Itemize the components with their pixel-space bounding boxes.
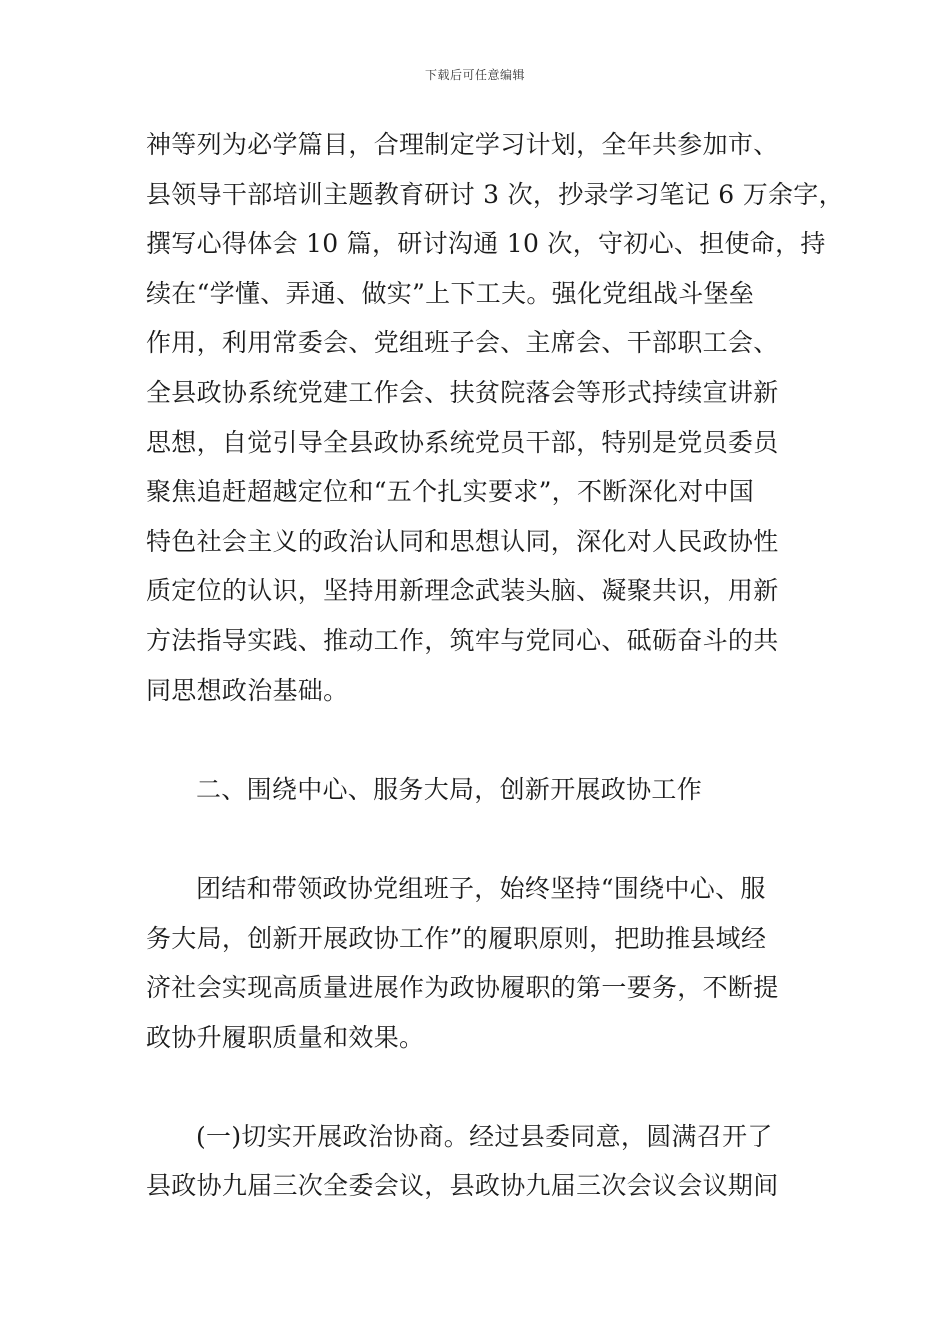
text-line: 特色社会主义的政治认同和思想认同，深化对人民政协性 xyxy=(146,526,779,556)
text-line: 县领导干部培训主题教育研讨 3 次，抄录学习笔记 6 万余字， xyxy=(146,179,844,209)
text-line: 作用，利用常委会、党组班子会、主席会、干部职工会、 xyxy=(146,328,779,358)
text-line: 全县政协系统党建工作会、扶贫院落会等形式持续宣讲新 xyxy=(146,377,779,407)
section-heading: 二、围绕中心、服务大局，创新开展政协工作 xyxy=(196,774,703,804)
document-body xyxy=(146,120,844,1211)
text-line: 神等列为必学篇目，合理制定学习计划，全年共参加市、 xyxy=(146,130,779,159)
paragraph-spacer xyxy=(146,715,826,765)
text-line: 政协升履职质量和效果。 xyxy=(146,1022,425,1052)
paragraph-1 xyxy=(146,120,844,715)
page-header: 下载后可任意编辑 xyxy=(424,68,525,82)
text-line: 方法指导实践、推动工作，筑牢与党同心、砥砺奋斗的共 xyxy=(146,625,779,655)
text-line: 聚焦追赶超越定位和“五个扎实要求”，不断深化对中国 xyxy=(146,477,755,507)
paragraph-spacer xyxy=(146,1062,826,1112)
text-line: (一)切实开展政治协商。经过县委同意，圆满召开了 xyxy=(196,1121,773,1151)
text-line: 撰写心得体会 10 篇，研讨沟通 10 次，守初心、担使命，持 xyxy=(146,229,826,259)
paragraph-spacer xyxy=(146,814,826,864)
text-line: 续在“学懂、弄通、做实”上下工夫。强化党组战斗堡垒 xyxy=(146,278,755,308)
text-line: 思想，自觉引导全县政协系统党员干部，特别是党员委员 xyxy=(146,427,779,457)
text-line: 务大局，创新开展政协工作”的履职原则，把助推县域经 xyxy=(146,923,767,953)
text-line: 同思想政治基础。 xyxy=(146,675,349,705)
text-line: 济社会实现高质量进展作为政协履职的第一要务，不断提 xyxy=(146,973,779,1003)
text-line: 县政协九届三次全委会议，县政协九届三次会议会议期间 xyxy=(146,1171,779,1201)
paragraph-2 xyxy=(146,864,826,1062)
paragraph-3 xyxy=(146,1112,826,1211)
text-line: 团结和带领政协党组班子，始终坚持“围绕中心、服 xyxy=(196,873,766,903)
text-line: 质定位的认识，坚持用新理念武装头脑、凝聚共识，用新 xyxy=(146,576,779,606)
